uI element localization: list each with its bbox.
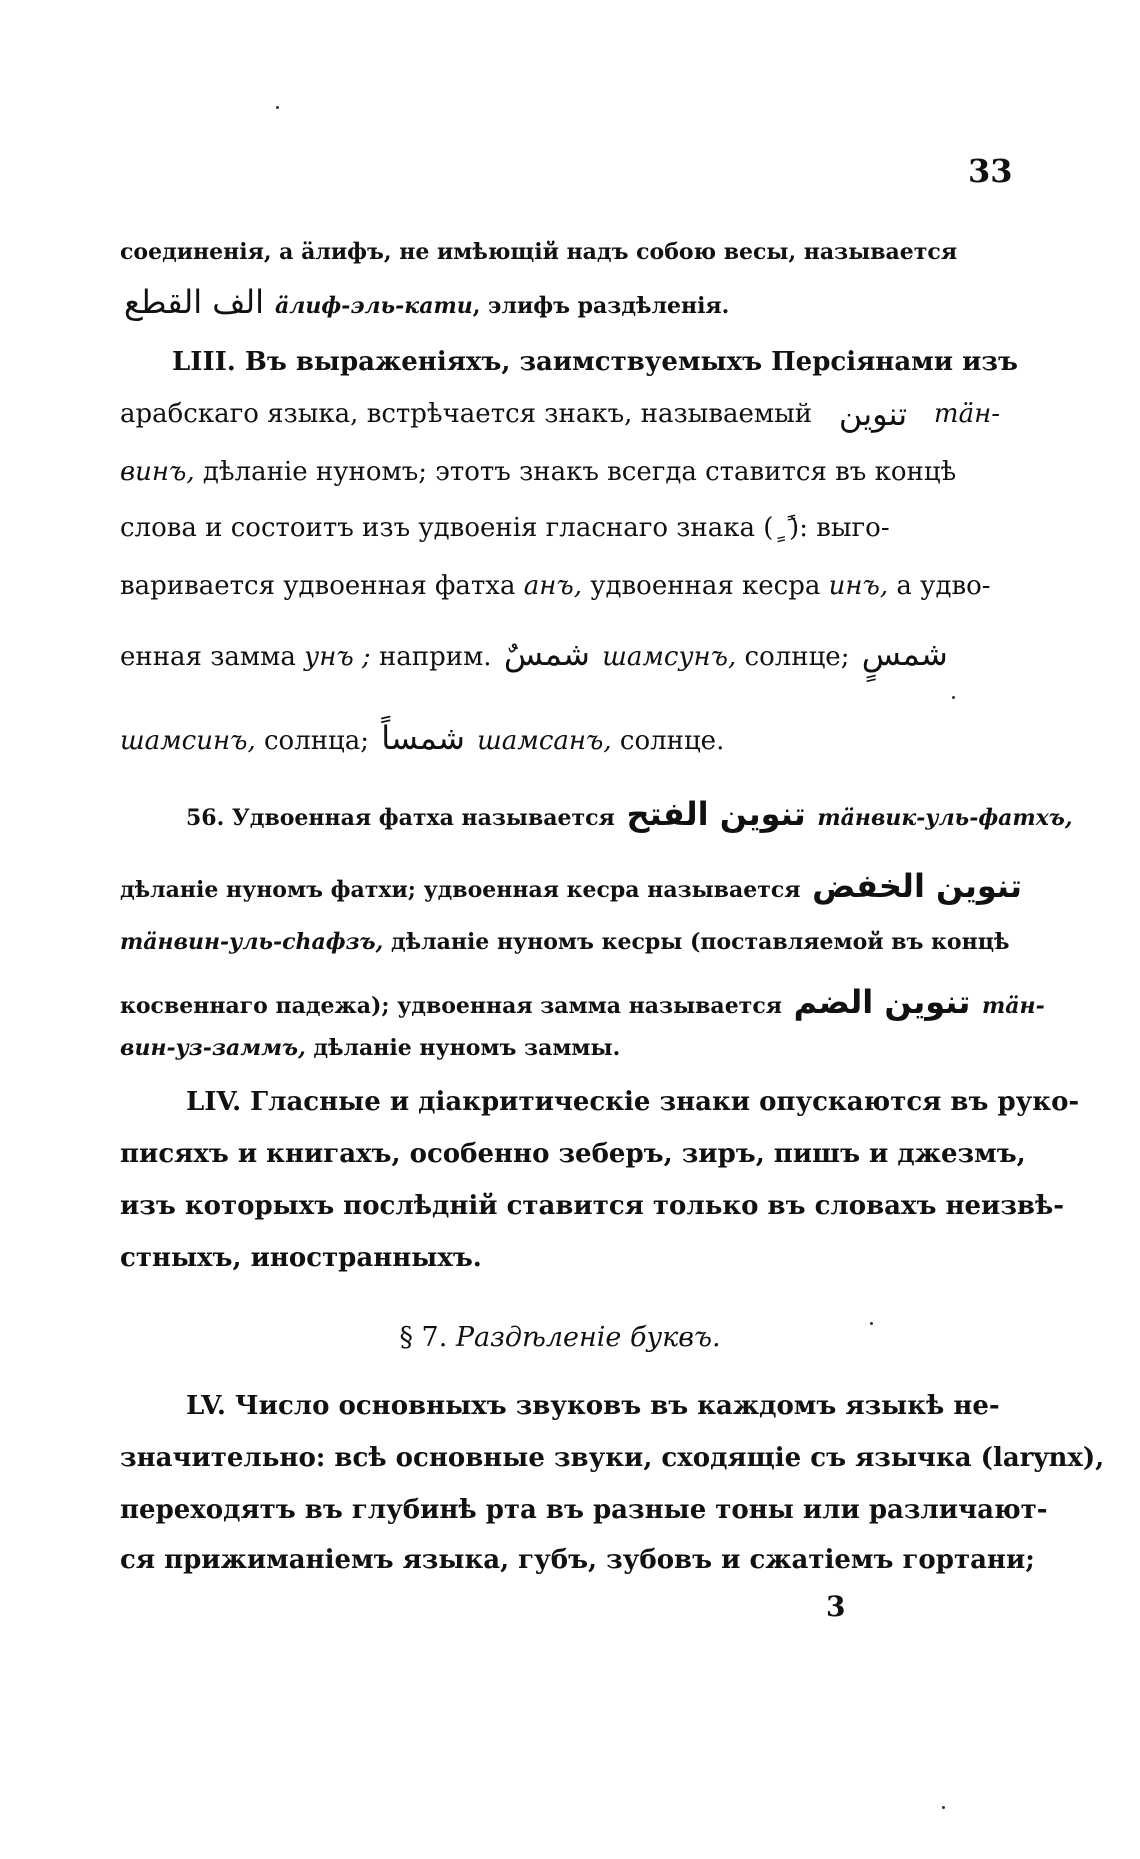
transliteration-an: анъ, [523, 571, 582, 601]
arabic-tanwin-al-fath: تنوين الفتح [626, 795, 806, 833]
line-13-text: косвеннаго падежа); удвоенная замма называется [120, 993, 782, 1019]
transliteration-tanwin-al-damm: тäн- [982, 993, 1045, 1019]
page-number: 33 [968, 152, 1013, 190]
arabic-shamsin: شمسٍ [861, 635, 948, 673]
line-8-text-b: наприм. [378, 642, 492, 672]
scan-speck [952, 696, 955, 699]
paragraph-liii-start: LIII. Въ выраженіяхъ, заимствуемыхъ Персіянами изъ [172, 347, 1018, 377]
text-line-22: ся прижиманіемъ языка, губъ, зубовъ и сжатіемъ гортани; [120, 1545, 1035, 1575]
transliteration-in: инъ, [828, 571, 889, 601]
transliteration-shamsin: шамсинъ, [120, 726, 256, 756]
paragraph-lv-start: LV. Число основныхъ звуковъ въ каждомъ языкѣ не- [186, 1391, 1000, 1421]
line-2-text: , элифъ раздѣленія. [472, 293, 730, 319]
text-line-3 [172, 342, 1018, 382]
signature-mark: 3 [826, 1590, 846, 1623]
section-number: § 7. [399, 1322, 448, 1353]
line-6-text-end: ): выго- [789, 513, 890, 543]
line-4-text: арабскаго языка, встрѣчается знакъ, называемый [120, 399, 813, 429]
transliteration-shamsan: шамсанъ, [477, 726, 612, 756]
paragraph-liv-start: LIV. Гласные и діакритическіе знаки опускаются въ руко- [186, 1087, 1080, 1117]
arabic-tanwin-al-khafd: تنوين الخفض [812, 867, 1022, 905]
transliteration-tanwin-al-fath: тäнвик-уль-фатхъ, [817, 805, 1073, 831]
arabic-tanwin: تنوين [838, 395, 908, 433]
section-heading [120, 1318, 1000, 1358]
line-11-text: дѣланіе нуномъ фатхи; удвоенная кесра называется [120, 877, 801, 903]
text-line-8 [120, 634, 1000, 677]
text-line-5 [120, 452, 1000, 492]
line-7-text-b: удвоенная кесра [590, 571, 821, 601]
text-line-17: изъ которыхъ послѣдній ставится только въ словахъ неизвѣ- [120, 1191, 1065, 1221]
arabic-tanwin-al-damm: تنوين الضم [793, 983, 971, 1021]
text-line-6 [120, 508, 1000, 548]
text-line-14 [120, 1028, 1000, 1068]
line-14-text: дѣланіе нуномъ заммы. [313, 1035, 621, 1061]
line-1-text: соединенія, а ӓлифъ, не имѣющій надъ собою весы, называется [120, 239, 958, 265]
scan-speck [276, 106, 279, 109]
vowel-sign-symbol: ً ٍ [777, 513, 786, 543]
text-line-16: писяхъ и книгахъ, особенно зеберъ, зиръ, пишъ и джезмъ, [120, 1139, 1026, 1169]
arabic-shamsan: شمساً [381, 719, 465, 757]
arabic-shamsun: شمسٌ [503, 635, 590, 673]
text-line-10 [186, 794, 1073, 838]
transliteration-tanwin-al-khafd: тäнвин-уль-сhафзъ, [120, 929, 384, 955]
transliteration-tanwin-al-damm-end: вин-уз-заммъ, [120, 1035, 306, 1061]
transliteration-alif: ӓлиф-эль-кати [275, 293, 473, 319]
text-line-13 [120, 982, 1045, 1026]
text-line-4 [120, 394, 1000, 434]
section-title: Раздѣленіе буквъ. [455, 1322, 721, 1353]
line-9-text-a: солнца; [263, 726, 370, 756]
line-6-text: слова и состоитъ изъ удвоенія гласнаго знака ( [120, 513, 774, 543]
text-line-9 [120, 718, 1000, 761]
paragraph-56-start: 56. Удвоенная фатха называется [186, 805, 615, 831]
scan-speck [870, 1322, 873, 1325]
transliteration-un: унъ ; [304, 642, 371, 672]
text-line-12 [120, 922, 1010, 962]
text-line-11 [120, 866, 1022, 910]
line-5-text: дѣланіе нуномъ; этотъ знакъ всегда ставится въ концѣ [202, 457, 957, 487]
line-7-text-a: варивается удвоенная фатха [120, 571, 516, 601]
text-line-18: стныхъ, иностранныхъ. [120, 1243, 482, 1273]
text-line-21: переходятъ въ глубинѣ рта въ разные тоны или различают- [120, 1495, 1048, 1525]
text-line-1 [120, 232, 1000, 272]
line-9-text-b: солнце. [619, 726, 725, 756]
transliteration-tanwin: тäн- [933, 399, 1000, 429]
transliteration-shamsun: шамсунъ, [602, 642, 737, 672]
text-line-7 [120, 566, 1000, 606]
line-8-text-a: енная замма [120, 642, 296, 672]
scan-speck [942, 1806, 945, 1809]
arabic-alif-al-qat: الف القطع [124, 283, 265, 321]
transliteration-tanwin-end: винъ, [120, 457, 195, 487]
text-line-20: значительно: всѣ основные звуки, сходящіе съ язычка (larynx), [120, 1443, 1105, 1473]
line-12-text: дѣланіе нуномъ кесры (поставляемой въ концѣ [390, 929, 1010, 955]
line-7-text-c: а удво- [896, 571, 991, 601]
text-line-2 [120, 282, 1000, 327]
line-8-text-c: солнце; [744, 642, 850, 672]
